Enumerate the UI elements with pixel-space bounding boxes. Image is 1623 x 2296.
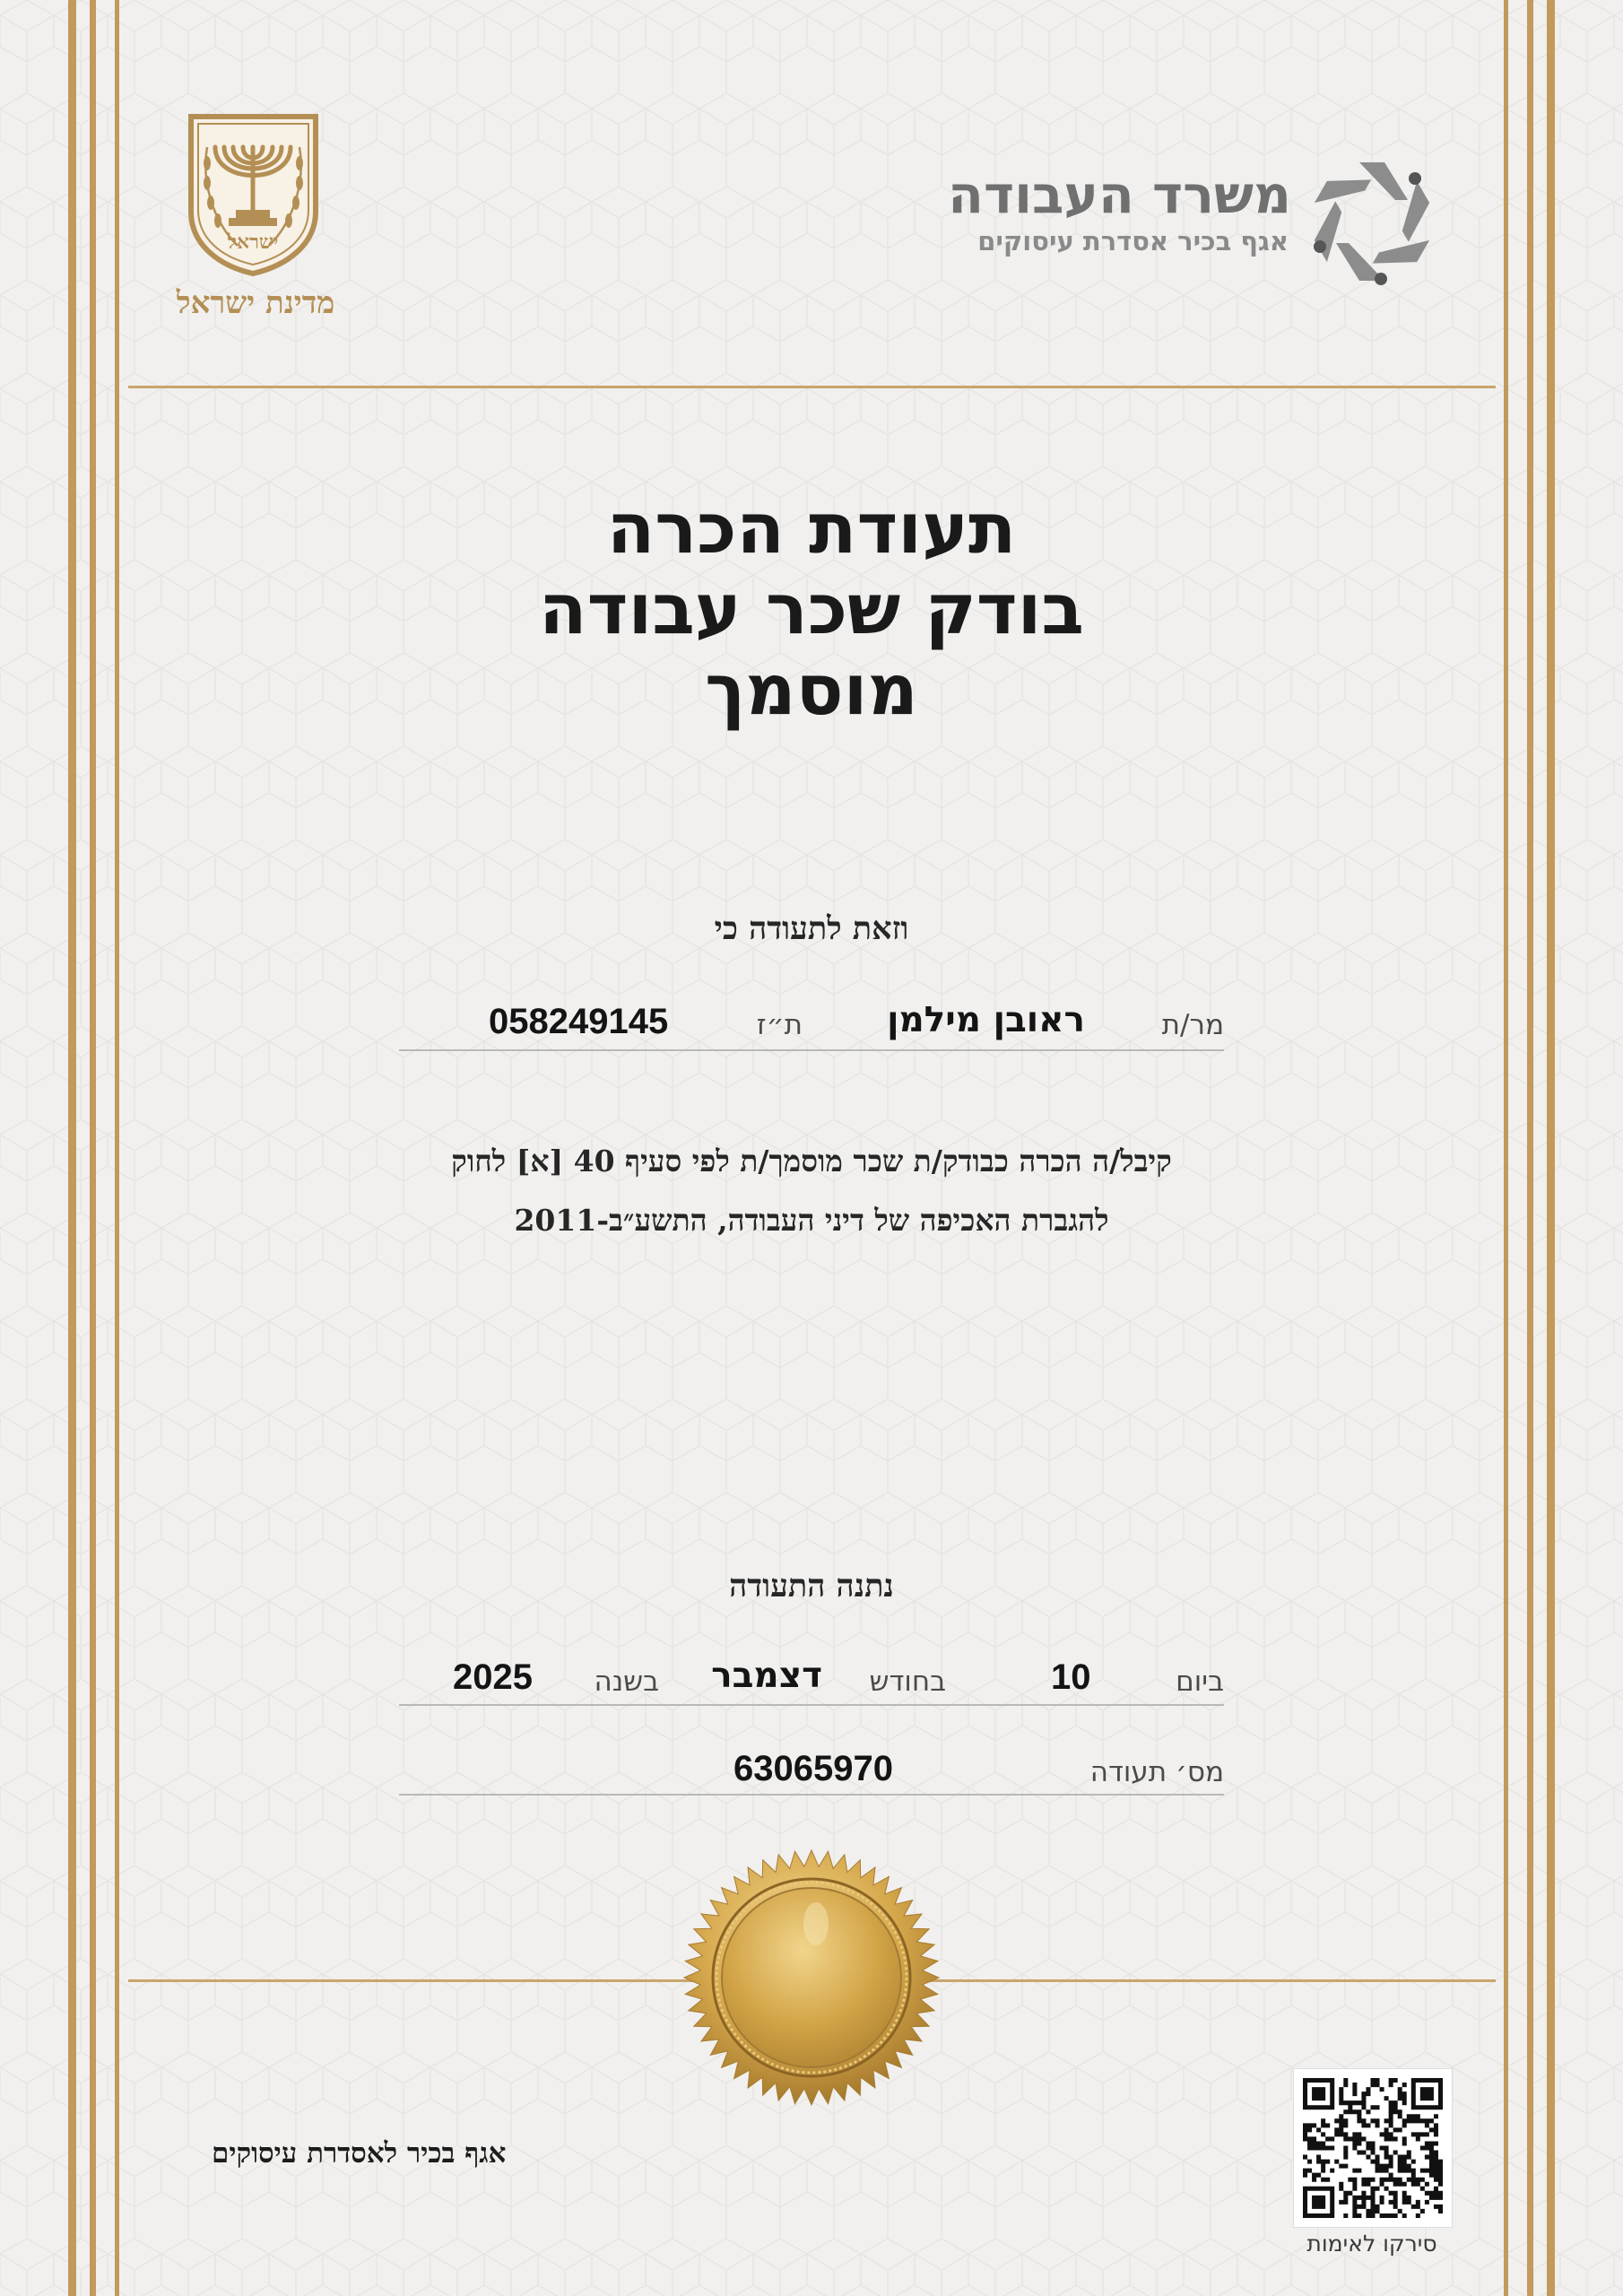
issue-month: דצמבר (711, 1656, 822, 1696)
qr-code-icon (1303, 2078, 1443, 2218)
issue-day: 10 (1051, 1657, 1091, 1697)
left-border-inner (115, 0, 119, 2296)
gold-seal-icon (681, 1848, 942, 2108)
date-row-rule (399, 1704, 1224, 1706)
id-label: ת״ז (756, 1009, 803, 1041)
menorah-emblem-icon (184, 111, 323, 277)
qr-caption: סירקו לאימות (1306, 2231, 1437, 2257)
intro-text: וזאת לתעודה כי (714, 910, 909, 947)
month-label: בחודש (869, 1665, 946, 1698)
holder-row-rule (399, 1049, 1224, 1051)
holder-name: ראובן מילמן (887, 1000, 1085, 1040)
day-label: ביום (1176, 1665, 1224, 1698)
ministry-department: אגף בכיר אסדרת עיסוקים (977, 226, 1289, 257)
title-line-1: תעודת הכרה (606, 489, 1017, 570)
footer-department: אגף בכיר לאסדרת עיסוקים (212, 2137, 507, 2170)
certificate-number-label: מס׳ תעודה (1089, 1756, 1224, 1788)
emblem-inscription: ישראל (227, 230, 279, 254)
issued-heading: נתנה התעודה (729, 1568, 894, 1605)
certificate-title (269, 489, 1354, 731)
certificate-number-rule (399, 1794, 1224, 1796)
right-border-inner (1504, 0, 1508, 2296)
body-line-2: להגברת האכיפה של דיני העבודה, התשע״ב-2011 (514, 1203, 1109, 1238)
title-line-3: מוסמך (705, 650, 918, 731)
header-divider (128, 386, 1496, 388)
certificate-body (296, 1132, 1327, 1250)
ministry-logo-icon (1305, 154, 1439, 289)
left-border-outer (68, 0, 76, 2296)
right-border-outer (1547, 0, 1555, 2296)
issue-year: 2025 (453, 1657, 533, 1697)
certificate-number: 63065970 (733, 1749, 893, 1788)
qr-modules (1303, 2078, 1443, 2218)
ministry-name: משרד העבודה (948, 164, 1291, 225)
left-border-middle (90, 0, 96, 2296)
title-line-2: בודק שכר עבודה (539, 570, 1084, 650)
honorific-label: מר/ת (1161, 1009, 1224, 1041)
body-line-1: קיבל/ה הכרה כבודק/ת שכר מוסמך/ת לפי סעיף 40 [א] לחוק (451, 1144, 1172, 1178)
verification-qr-code[interactable] (1294, 2069, 1452, 2227)
right-border-middle (1527, 0, 1533, 2296)
id-number: 058249145 (489, 1002, 669, 1041)
year-label: בשנה (594, 1665, 659, 1698)
state-of-israel-caption: מדינת ישראל (176, 285, 335, 321)
